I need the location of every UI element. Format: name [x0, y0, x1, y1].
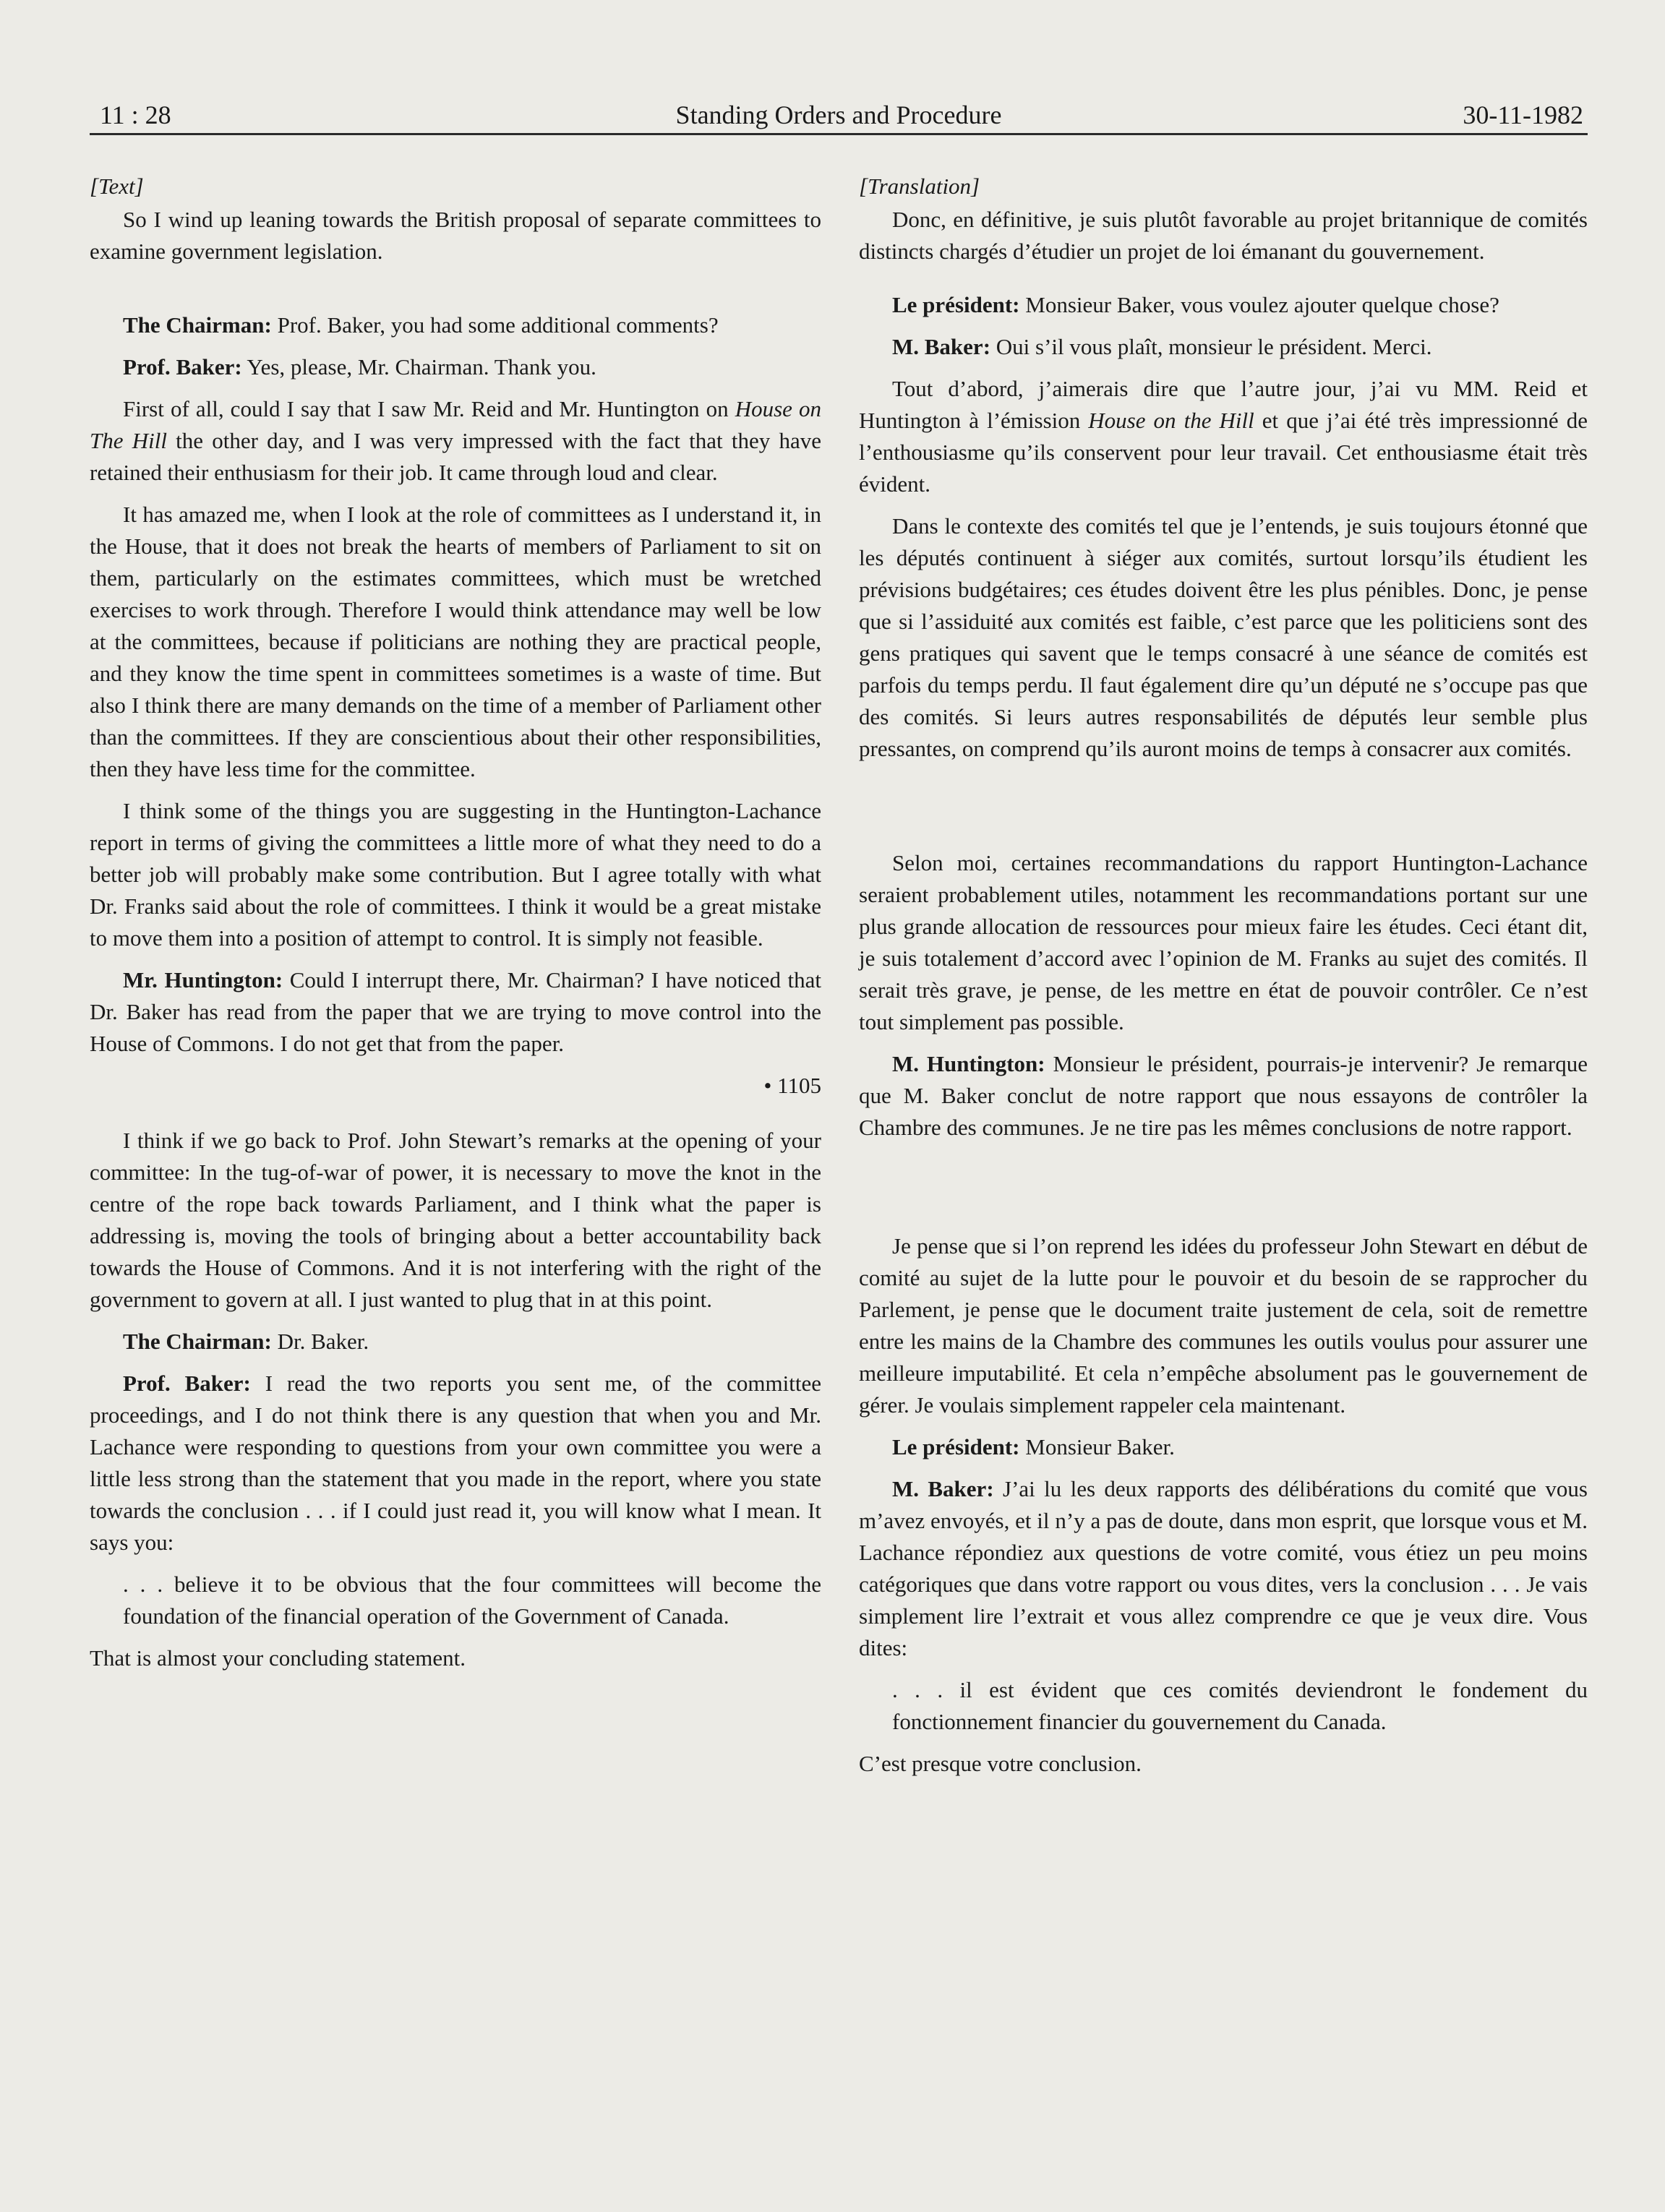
paragraph: I think if we go back to Prof. John Stewart’s remarks at the opening of your committee: In the tug-of-war of power, it is necessary to move the knot in the centre of the rope back towards Parliament, and I think what the paper is addressing is, moving the tools of bringing about a better accountability back towards the House of Commons. And it is not interfering with the right of the government to govern at all. I just wanted to plug that in at this point. — [90, 1128, 821, 1312]
speaker-name: Prof. Baker: — [123, 1371, 251, 1396]
paragraph: Mr. Huntington: Could I interrupt there, Mr. Chairman? I have noticed that Dr. Baker has read from the paper that we are trying to move control into the House of Commons. I do not get that from the paper. — [90, 967, 822, 1056]
paragraph: The Chairman: Prof. Baker, you had some additional comments? — [123, 312, 719, 338]
paragraph: It has amazed me, when I look at the role of committees as I understand it, in the House, that it does not break the hearts of members of Parliament to sit on them, particularly on the estimates committees, which must be wretched exercises to work through. Therefore I would think attendance may well be low at the committees, because if politicians are nothing they are practical people, and they know the time spent in committees sometimes is a waste of time. But also I think there are many demands on the time of a member of Parliament other than the committees. If they are conscientious about their other responsibilities, then they have less time for the committee. — [90, 502, 821, 781]
speaker-name: The Chairman: — [123, 1329, 272, 1354]
paragraph: Donc, en définitive, je suis plutôt favorable au projet britannique de comités distincts chargés d’étudier un projet de loi émanant du gouvernement. — [859, 207, 1588, 264]
paragraph: I think some of the things you are suggesting in the Huntington-Lachance report in terms of giving the committees a little more of what they need to do a better job will probably make some contribution. But I agree totally with what Dr. Franks said about the role of committees. I think it would be a great mistake to move them into a position of attempt to control. It is simply not feasible. — [90, 798, 821, 951]
speaker-name: The Chairman: — [123, 312, 272, 338]
block-quote: . . . il est évident que ces comités deviendront le fondement du fonctionnement financier du gouvernement du Canada. — [892, 1677, 1588, 1734]
speaker-name: Le président: — [892, 292, 1020, 317]
paragraph: The Chairman: Dr. Baker. — [123, 1329, 369, 1354]
paragraph: Prof. Baker: Yes, please, Mr. Chairman. Thank you. — [123, 354, 596, 380]
paragraph: Le président: Monsieur Baker. — [892, 1434, 1175, 1459]
header-date: 30-11-1982 — [1463, 100, 1583, 129]
paragraph: Selon moi, certaines recommandations du rapport Huntington-Lachance seraient probablement utiles, notamment les recommandations portant sur une plus grande allocation de ressources pour mieux faire les études. Ceci étant dit, je suis totalement d’accord avec l’opinion de M. Franks au sujet des comités. Il serait très grave, je pense, de les mettre en état de pouvoir contrôler. Ce n’est tout simplement pas possible. — [859, 850, 1588, 1034]
speaker-name: Mr. Huntington: — [123, 967, 283, 993]
paragraph: Le président: Monsieur Baker, vous voulez ajouter quelque chose? — [892, 292, 1499, 317]
header-title: Standing Orders and Procedure — [675, 100, 1002, 129]
paragraph: Tout d’abord, j’aimerais dire que l’autre jour, j’ai vu MM. Reid et Huntington à l’émission House on the Hill et que j’ai été très impressionné de l’enthousiasme qu’ils conservent pour leur travail. Cet enthousiasme était très évident. — [859, 376, 1588, 497]
time-mark: • 1105 — [763, 1073, 821, 1098]
paragraph: Prof. Baker: I read the two reports you sent me, of the committee proceedings, and I do not think there is any question that when you and Mr. Lachance were responding to questions from your own committee you were a little less strong than the statement that you made in the report, where you state towards the conclusion . . . if I could just read it, you will know what I mean. It says you: — [90, 1371, 821, 1555]
english-column — [90, 171, 821, 1684]
paragraph: M. Baker: J’ai lu les deux rapports des délibérations du comité que vous m’avez envoyés, et il n’y a pas de doute, dans mon esprit, que lorsque vous et M. Lachance répondiez aux questions de votre comité, vous étiez un peu moins catégoriques que dans votre rapport ou vous dites, vers la conclusion . . . Je vais simplement lire l’extrait et vous allez comprendre ce que je veux dire. Vous dites: — [859, 1476, 1588, 1660]
show-title: House on The Hill — [90, 396, 821, 453]
french-column — [859, 171, 1588, 1790]
block-quote: . . . believe it to be obvious that the four committees will become the foundation of the financial operation of the Government of Canada. — [123, 1572, 821, 1629]
paragraph: Dans le contexte des comités tel que je l’entends, je suis toujours étonné que les députés continuent à siéger aux comités, surtout lorsqu’ils étudient les prévisions budgétaires; ces études doivent être les plus pénibles. Donc, je pense que si l’assiduité aux comités est faible, c’est parce que les politiciens sont des gens pratiques qui savent que le temps consacré à une séance de comités est parfois du temps perdu. Il faut également dire qu’un député ne s’occupe pas que des comités. Si leurs autres responsabilités de députés leur semble plus pressantes, on comprend qu’ils auront moins de temps à consacrer aux comités. — [859, 513, 1588, 761]
page-number: 11 : 28 — [100, 100, 171, 129]
paragraph: C’est presque votre conclusion. — [859, 1751, 1142, 1776]
speaker-name: Prof. Baker: — [123, 354, 242, 380]
running-header — [90, 93, 1588, 135]
paragraph: That is almost your concluding statement. — [90, 1645, 466, 1671]
paragraph: M. Huntington: Monsieur le président, pourrais-je intervenir? Je remarque que M. Baker conclut de notre rapport que nous essayons de contrôler la Chambre des communes. Je ne tire pas les mêmes conclusions de notre rapport. — [859, 1051, 1588, 1140]
paragraph: M. Baker: Oui s’il vous plaît, monsieur le président. Merci. — [892, 334, 1432, 359]
speaker-name: M. Huntington: — [892, 1051, 1045, 1076]
paragraph: So I wind up leaning towards the British proposal of separate committees to examine government legislation. — [90, 207, 821, 264]
speaker-name: M. Baker: — [892, 334, 991, 359]
paragraph: Je pense que si l’on reprend les idées du professeur John Stewart en début de comité au sujet de la lutte pour le pouvoir et du besoin de se rapprocher du Parlement, je pense que le document traite justement de cela, soit de remettre entre les mains de la Chambre des communes les outils voulus pour assurer une meilleure imputabilité. Et cela n’empêche absolument pas le gouvernement de gérer. Je voulais simplement rappeler cela maintenant. — [859, 1233, 1588, 1418]
paragraph: First of all, could I say that I saw Mr. Reid and Mr. Huntington on House on The Hill the other day, and I was very impressed with the fact that they have retained their enthusiasm for their job. It came through loud and clear. — [90, 396, 821, 485]
text-label: [Text] — [90, 173, 144, 199]
speaker-name: M. Baker: — [892, 1476, 994, 1501]
show-title: House on the Hill — [1088, 408, 1254, 433]
translation-label: [Translation] — [859, 173, 980, 199]
speaker-name: Le président: — [892, 1434, 1020, 1459]
